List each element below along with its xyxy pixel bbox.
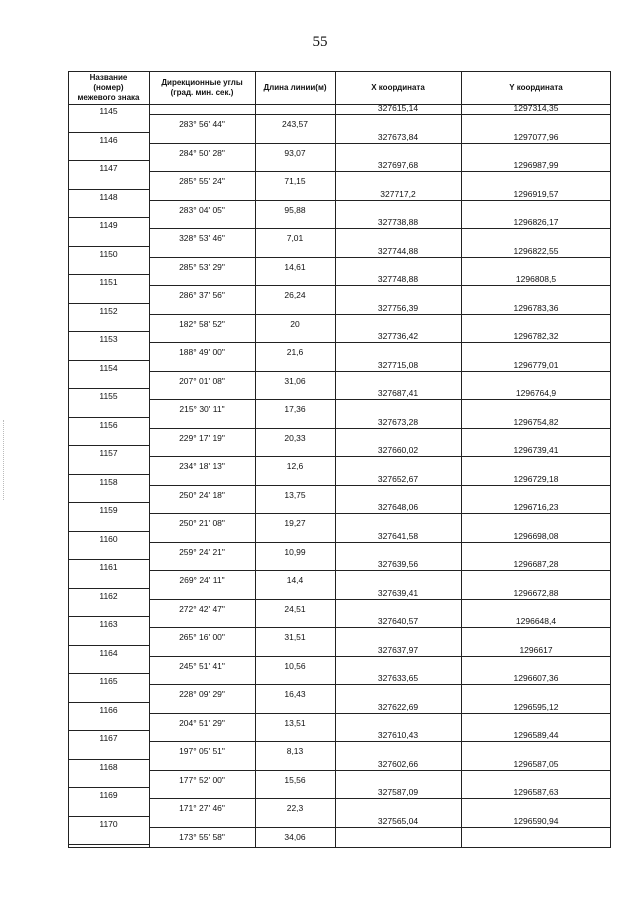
point-name: 1165 [99, 676, 118, 686]
line-length: 13,75 [284, 489, 306, 500]
header-name-line: Название [89, 72, 128, 82]
direction-angle: 182° 58' 52" [179, 318, 225, 329]
row-divider [68, 217, 149, 218]
line-length: 34,06 [284, 831, 306, 842]
line-length: 10,56 [284, 660, 306, 671]
point-name: 1163 [99, 619, 118, 629]
row-divider [149, 114, 611, 115]
y-coordinate: 1296826,17 [513, 217, 559, 227]
row-divider [149, 713, 611, 714]
y-coordinate: 1297314,35 [513, 103, 559, 113]
row-divider [149, 798, 611, 799]
row-divider [68, 588, 149, 589]
line-length: 17,36 [284, 404, 306, 415]
row-divider [68, 360, 149, 361]
point-name: 1146 [99, 134, 118, 145]
row-divider [149, 770, 611, 771]
point-name: 1158 [99, 476, 118, 487]
direction-angle: 283° 56' 44" [179, 119, 225, 130]
row-divider [149, 741, 611, 742]
y-coordinate: 1296716,23 [513, 502, 559, 512]
y-coordinate: 1296919,57 [513, 188, 559, 199]
direction-angle: 245° 51' 41" [179, 660, 225, 671]
row-divider [68, 274, 149, 275]
header-y [461, 71, 611, 104]
row-divider [149, 143, 611, 144]
point-name: 1156 [99, 419, 118, 430]
column-divider [255, 71, 256, 848]
row-divider [68, 132, 149, 133]
line-length: 20,33 [284, 432, 306, 443]
direction-angle: 171° 27' 46" [179, 803, 225, 814]
point-name: 1159 [99, 505, 118, 515]
row-divider [68, 673, 149, 674]
y-coordinate: 1296782,32 [513, 331, 559, 341]
y-coordinate: 1297077,96 [513, 131, 559, 142]
row-divider [68, 787, 149, 788]
header-angles [149, 71, 255, 104]
row-divider [68, 616, 149, 617]
x-coordinate: 327633,65 [377, 673, 419, 683]
direction-angle: 207° 01' 08" [179, 375, 225, 386]
x-coordinate: 327615,14 [377, 103, 419, 113]
direction-angle: 283° 04' 05" [179, 204, 225, 215]
point-name: 1157 [99, 448, 118, 458]
point-name: 1162 [99, 590, 118, 601]
row-divider [68, 303, 149, 304]
row-divider [149, 399, 611, 400]
row-divider [149, 171, 611, 172]
coordinates-table [68, 71, 611, 848]
line-length: 95,88 [284, 204, 306, 215]
x-coordinate: 327637,97 [377, 644, 419, 655]
row-divider [68, 474, 149, 475]
row-divider [149, 456, 611, 457]
point-name: 1169 [99, 790, 118, 800]
y-coordinate: 1296987,99 [513, 160, 559, 170]
row-divider [149, 656, 611, 657]
x-coordinate: 327587,09 [377, 787, 419, 797]
x-coordinate: 327738,88 [377, 217, 419, 227]
row-divider [68, 160, 149, 161]
row-divider [149, 570, 611, 571]
direction-angle: 272° 42' 47" [179, 603, 225, 614]
row-divider [149, 428, 611, 429]
y-coordinate: 1296595,12 [513, 701, 559, 712]
line-length: 21,6 [286, 347, 304, 358]
x-coordinate: 327610,43 [377, 730, 419, 740]
direction-angle: 269° 24' 11" [179, 575, 225, 586]
x-coordinate: 327648,06 [377, 502, 419, 512]
point-name: 1150 [99, 248, 118, 259]
row-divider [149, 285, 611, 286]
direction-angle: 229° 17' 19" [179, 432, 225, 443]
row-divider [68, 531, 149, 532]
x-coordinate: 327639,41 [377, 587, 419, 598]
direction-angle: 285° 55' 24" [179, 176, 225, 187]
x-coordinate: 327756,39 [377, 302, 419, 313]
row-divider [68, 559, 149, 560]
line-length: 93,07 [284, 147, 306, 158]
line-length: 14,61 [284, 261, 306, 272]
direction-angle: 177° 52' 00" [179, 774, 225, 785]
direction-angle: 204° 51' 29" [179, 717, 225, 728]
x-coordinate: 327717,2 [380, 188, 416, 199]
direction-angle: 197° 05' 51" [179, 746, 225, 757]
header-angles-line: (град. мин. сек.) [170, 87, 234, 97]
header-length [255, 71, 335, 104]
x-coordinate: 327639,56 [377, 559, 419, 569]
x-coordinate: 327697,68 [377, 160, 419, 170]
point-name: 1167 [99, 733, 118, 743]
y-coordinate: 1296589,44 [513, 730, 559, 740]
header-name-line: (номер) [93, 82, 124, 92]
direction-angle: 215° 30' 11" [179, 404, 225, 415]
scan-margin-marks [3, 420, 6, 500]
x-coordinate: 327673,84 [377, 131, 419, 142]
direction-angle: 285° 53' 29" [179, 261, 225, 272]
line-length: 12,6 [286, 461, 304, 472]
point-name: 1153 [99, 334, 118, 344]
line-length: 20 [290, 318, 300, 329]
row-divider [68, 702, 149, 703]
row-divider [68, 417, 149, 418]
y-coordinate: 1296808,5 [515, 274, 557, 284]
line-length: 10,99 [284, 546, 306, 557]
line-length: 22,3 [286, 803, 304, 814]
x-coordinate: 327602,66 [377, 758, 419, 769]
line-length: 31,06 [284, 375, 306, 386]
row-divider [68, 730, 149, 731]
header-name-line: межевого знака [77, 92, 140, 102]
direction-angle: 250° 21' 08" [179, 518, 225, 529]
line-length: 71,15 [284, 176, 306, 187]
direction-angle: 328° 53' 46" [179, 233, 225, 244]
row-divider [149, 684, 611, 685]
row-divider [68, 331, 149, 332]
point-name: 1168 [99, 761, 118, 772]
direction-angle: 284° 50' 28" [179, 147, 225, 158]
line-length: 19,27 [284, 518, 306, 529]
row-divider [149, 513, 611, 514]
row-divider [68, 844, 149, 845]
x-coordinate: 327565,04 [377, 815, 419, 826]
row-divider [149, 542, 611, 543]
point-name: 1164 [99, 647, 118, 658]
point-name: 1145 [99, 106, 118, 116]
y-coordinate: 1296764,9 [515, 388, 557, 398]
x-coordinate: 327673,28 [377, 416, 419, 427]
point-name: 1147 [99, 163, 118, 173]
point-name: 1148 [99, 191, 118, 202]
row-divider [149, 257, 611, 258]
y-coordinate: 1296587,05 [513, 758, 559, 769]
direction-angle: 188° 49' 00" [179, 347, 225, 358]
direction-angle: 228° 09' 29" [179, 689, 225, 700]
header-length-text: Длина линии(м) [263, 82, 327, 92]
point-name: 1152 [99, 305, 118, 316]
x-coordinate: 327744,88 [377, 245, 419, 256]
direction-angle: 250° 24' 18" [179, 489, 225, 500]
x-coordinate: 327640,57 [377, 616, 419, 626]
point-name: 1166 [99, 704, 118, 715]
line-length: 14,4 [286, 575, 304, 586]
header-x-text: X координата [371, 82, 425, 92]
point-name: 1161 [99, 562, 118, 572]
direction-angle: 234° 18' 13" [179, 461, 225, 472]
header-x [335, 71, 461, 104]
y-coordinate: 1296687,28 [513, 559, 559, 569]
direction-angle: 265° 16' 00" [179, 632, 225, 643]
page-number: 55 [312, 34, 328, 50]
line-length: 8,13 [286, 746, 304, 757]
point-name: 1155 [99, 391, 118, 401]
row-divider [149, 200, 611, 201]
point-name: 1151 [99, 277, 118, 287]
x-coordinate: 327736,42 [377, 331, 419, 341]
row-divider [68, 645, 149, 646]
point-name: 1160 [99, 533, 118, 544]
x-coordinate: 327715,08 [377, 359, 419, 370]
y-coordinate: 1296587,63 [513, 787, 559, 797]
y-coordinate: 1296590,94 [513, 815, 559, 826]
header-y-text: Y координата [509, 82, 563, 92]
point-name: 1154 [99, 362, 118, 373]
row-divider [149, 371, 611, 372]
row-divider [68, 816, 149, 817]
y-coordinate: 1296648,4 [515, 616, 557, 626]
row-divider [149, 314, 611, 315]
row-divider [149, 627, 611, 628]
line-length: 13,51 [284, 717, 306, 728]
direction-angle: 173° 55' 58" [179, 831, 225, 842]
column-divider [149, 71, 150, 848]
header-name [68, 71, 149, 104]
y-coordinate: 1296779,01 [513, 359, 559, 370]
line-length: 15,56 [284, 774, 306, 785]
row-divider [68, 445, 149, 446]
line-length: 243,57 [282, 119, 308, 130]
line-length: 31,51 [284, 632, 306, 643]
line-length: 24,51 [284, 603, 306, 614]
direction-angle: 286° 37' 56" [179, 290, 225, 301]
row-divider [149, 599, 611, 600]
row-divider [68, 388, 149, 389]
row-divider [149, 342, 611, 343]
x-coordinate: 327622,69 [377, 701, 419, 712]
line-length: 16,43 [284, 689, 306, 700]
row-divider [68, 246, 149, 247]
y-coordinate: 1296729,18 [513, 473, 559, 484]
x-coordinate: 327652,67 [377, 473, 419, 484]
y-coordinate: 1296739,41 [513, 445, 559, 455]
header-angles-line: Дирекционные углы [161, 77, 243, 87]
y-coordinate: 1296698,08 [513, 530, 559, 541]
row-divider [68, 759, 149, 760]
y-coordinate: 1296607,36 [513, 673, 559, 683]
y-coordinate: 1296672,88 [513, 587, 559, 598]
y-coordinate: 1296754,82 [513, 416, 559, 427]
direction-angle: 259° 24' 21" [179, 546, 225, 557]
x-coordinate: 327687,41 [377, 388, 419, 398]
y-coordinate: 1296617 [519, 644, 553, 655]
x-coordinate: 327641,58 [377, 530, 419, 541]
row-divider [149, 827, 611, 828]
row-divider [149, 228, 611, 229]
x-coordinate: 327660,02 [377, 445, 419, 455]
row-divider [149, 485, 611, 486]
line-length: 26,24 [284, 290, 306, 301]
row-divider [68, 189, 149, 190]
line-length: 7,01 [286, 233, 304, 244]
point-name: 1170 [99, 818, 118, 829]
point-name: 1149 [99, 220, 118, 230]
y-coordinate: 1296783,36 [513, 302, 559, 313]
x-coordinate: 327748,88 [377, 274, 419, 284]
y-coordinate: 1296822,55 [513, 245, 559, 256]
row-divider [68, 502, 149, 503]
